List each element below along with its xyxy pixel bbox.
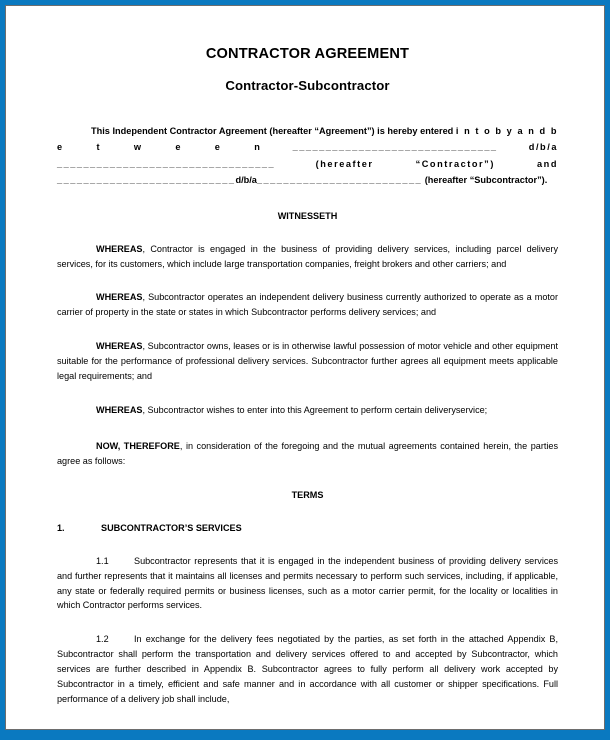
intro-contractor-tail: (hereafter “Contractor”) and (315, 158, 558, 169)
recital-4-lead: WHEREAS (96, 404, 143, 415)
intro-hereafter-word: (hereafter (424, 175, 468, 186)
recital-paragraph-3 (57, 339, 558, 384)
intro-subcontractor-tail: “Subcontractor”). (469, 175, 548, 186)
section-1-heading (57, 521, 558, 535)
recital-paragraph-2 (57, 290, 558, 320)
recital-2-lead: WHEREAS (96, 292, 143, 303)
intro-blank-3: ___________________________ (57, 175, 236, 186)
clause-1-1-text: Subcontractor represents that it is engaged in the independent business of providing delivery services and further represents that it maintains all licenses and permits necessary to perform such services, including, if applicable, any state or federally required permits or business licenses, such as a motor carrier permit, for the locality or localities in which Contractor performs services. (57, 555, 558, 611)
document-title: CONTRACTOR AGREEMENT (205, 46, 410, 62)
recital-4-text: , Subcontractor wishes to enter into this Agreement to perform certain deliveryservice; (142, 404, 488, 415)
recital-2-text: , Subcontractor operates an independent delivery business currently authorized to operate as a motor carrier of property in the state or states in which Subcontractor performs delivery services; and (57, 292, 558, 318)
intro-blank-4: _________________________ (256, 175, 423, 186)
recital-1-lead: WHEREAS (96, 243, 143, 254)
intro-lead-sentence: This Independent Contractor Agreement (hereafter “Agreement”) is hereby entered (91, 126, 454, 136)
clause-1-2-number: 1.2 (96, 634, 109, 645)
intro-paragraph (57, 123, 558, 189)
now-therefore-paragraph (57, 439, 558, 469)
recital-3-text: , Subcontractor owns, leases or is in otherwise lawful possession of motor vehicle and other equipment suitable for the performance of professional delivery services. Subcontractor further agrees all equipment meets applicable legal requirements; and (57, 341, 558, 382)
clause-1-1-number: 1.1 (96, 555, 109, 566)
recital-1-text: , Contractor is engaged in the business of providing delivery services, including parcel delivery services, for its customers, which include large transportation companies, freight brokers and other carriers; and (57, 243, 558, 269)
recital-paragraph-1 (57, 242, 558, 272)
terms-heading: TERMS (291, 489, 324, 500)
now-therefore-text: , in consideration of the foregoing and the mutual agreements contained herein, the parties agree as follows: (57, 440, 559, 466)
clause-1-2 (57, 632, 558, 707)
clause-1-2-text: In exchange for the delivery fees negotiated by the parties, as set forth in the attached Appendix B, Subcontractor shall perform the transportation and delivery services offered to and accepted by Subcontractor, which services are further described in Appendix B. Subcontractor agrees to fully perform all delivery work accepted by Subcontractor in a timely, efficient and safe manner and in accordance with all customer or shipper specifications. Full performance of a delivery job shall include, (57, 634, 558, 704)
section-1-title: SUBCONTRACTOR’S SERVICES (101, 522, 242, 533)
intro-line2-prefix: i n t o b y a n d b e t w e e n (57, 126, 558, 153)
intro-blank-1: _______________________________ (292, 142, 498, 153)
intro-blank-2: _________________________________ (57, 158, 276, 169)
section-1-number: 1. (57, 522, 65, 533)
clause-1-1 (57, 554, 558, 614)
recital-paragraph-4 (57, 403, 558, 418)
document-content (6, 6, 604, 707)
now-therefore-lead: NOW, THEREFORE (96, 440, 180, 451)
document-page-sheet (5, 5, 605, 730)
intro-dba-2: d/b/a (235, 175, 257, 186)
witnesseth-heading: WITNESSETH (277, 210, 338, 221)
recital-3-lead: WHEREAS (96, 341, 143, 352)
document-subtitle: Contractor-Subcontractor (225, 78, 390, 93)
intro-dba-1: d/b/a (528, 142, 558, 153)
